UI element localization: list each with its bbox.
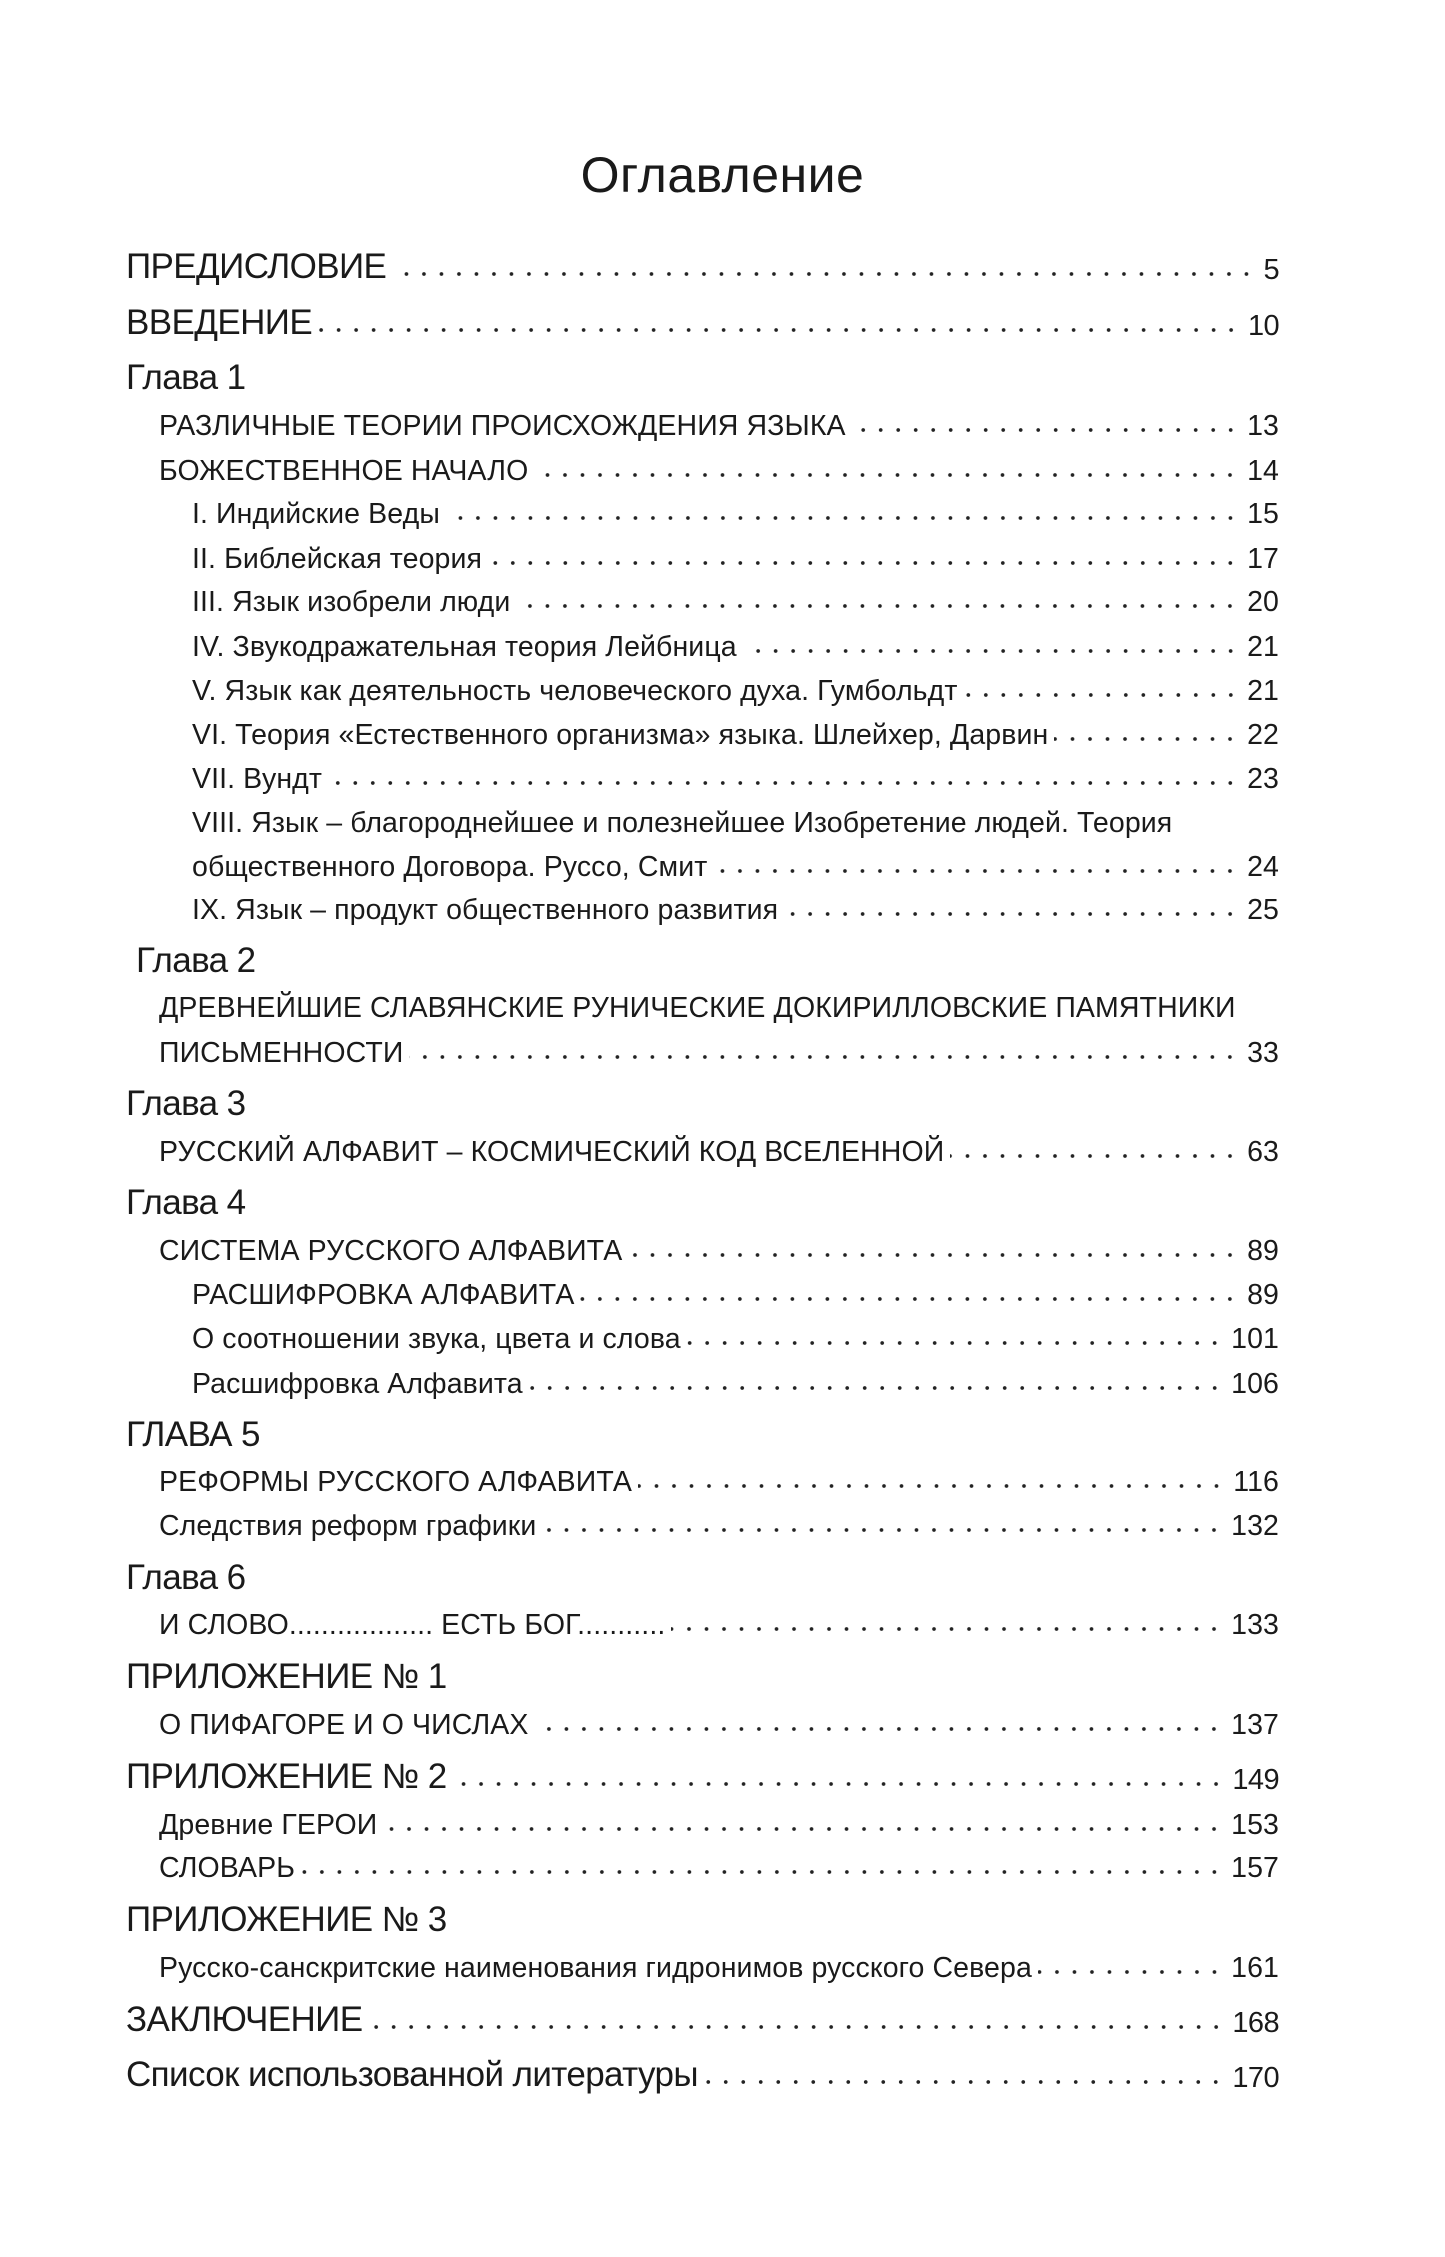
dot-leader [318, 325, 1240, 335]
toc-entry-label: ПРИЛОЖЕНИЕ № 2 [126, 1757, 447, 1796]
toc-entry [159, 399, 1279, 443]
toc-entry [192, 1357, 1279, 1401]
toc-page-number: 168 [1232, 2007, 1279, 2039]
toc-entry-label: ДРЕВНЕЙШИЕ СЛАВЯНСКИЕ РУНИЧЕСКИЕ ДОКИРИЛЛОВСКИЕ ПАМЯТНИКИ [159, 992, 1236, 1024]
toc-entry-label: ВВЕДЕНИЕ [126, 303, 313, 342]
dot-leader [580, 1294, 1239, 1304]
toc-page-number: 106 [1231, 1368, 1279, 1400]
dot-leader [638, 1481, 1225, 1491]
dot-leader [301, 1867, 1223, 1877]
toc-entry-label: I. Индийские Веды [192, 498, 440, 530]
chapter-heading [126, 1179, 1279, 1223]
toc-entry [192, 620, 1279, 664]
toc-entry [159, 1455, 1279, 1499]
toc-page-number: 15 [1247, 498, 1279, 530]
dot-leader [488, 558, 1239, 568]
dot-leader [687, 1338, 1223, 1348]
toc-entry-label: РЕФОРМЫ РУССКОГО АЛФАВИТА [159, 1466, 632, 1498]
toc-entry [159, 1698, 1279, 1742]
toc-page-number: 17 [1247, 543, 1279, 575]
toc-page-number: 116 [1233, 1466, 1279, 1498]
dot-leader [704, 2077, 1225, 2087]
toc-entry-label: Глава 3 [126, 1084, 246, 1123]
dot-leader [852, 425, 1239, 435]
toc-entry [192, 840, 1279, 884]
dot-leader [453, 1779, 1225, 1789]
toc-entry [192, 664, 1279, 708]
toc-entry [192, 883, 1279, 927]
dot-leader [628, 1250, 1239, 1260]
toc-page-number: 33 [1247, 1037, 1279, 1069]
dot-leader [383, 1824, 1223, 1834]
chapter-heading [126, 1896, 1279, 1940]
toc-entry [126, 299, 1279, 343]
toc-entry-label: ГЛАВА 5 [126, 1415, 260, 1454]
toc-entry-label: II. Библейская теория [192, 543, 483, 575]
toc-entry-label: Древние ГЕРОИ [159, 1809, 378, 1841]
chapter-heading [126, 354, 1279, 398]
toc-entry [159, 1125, 1279, 1169]
toc-entry-label: Глава 4 [126, 1183, 246, 1222]
toc-page-number: 23 [1247, 763, 1279, 795]
toc-entry [126, 243, 1279, 287]
toc-page-number: 24 [1247, 851, 1279, 883]
toc-entry-label: V. Язык как деятельность человеческого духа. Гумбольдт [192, 675, 958, 707]
toc-page-number: 137 [1231, 1709, 1279, 1741]
toc-entry [192, 708, 1279, 752]
dot-leader [542, 1525, 1223, 1535]
toc-entry [192, 1312, 1279, 1356]
dot-leader [369, 2022, 1225, 2032]
toc-page-number: 89 [1247, 1235, 1279, 1267]
toc-entry-label: ПРИЛОЖЕНИЕ № 3 [126, 1900, 447, 1939]
dot-leader [1038, 1967, 1223, 1977]
toc-entry [159, 1499, 1279, 1543]
toc-entry [159, 1841, 1279, 1885]
chapter-heading [126, 1080, 1279, 1124]
toc-entry [159, 1224, 1279, 1268]
toc-entry-label: РАСШИФРОВКА АЛФАВИТА [192, 1279, 575, 1311]
toc-entry-label: БОЖЕСТВЕННОЕ НАЧАЛО [159, 455, 529, 487]
toc-entry [159, 1026, 1279, 1070]
toc-entry-label: СИСТЕМА РУССКОГО АЛФАВИТА [159, 1235, 623, 1267]
toc-entry-label: Глава 6 [126, 1558, 246, 1597]
toc-entry-label: Глава 1 [126, 358, 246, 397]
toc-entry [159, 444, 1279, 488]
toc-page-number: 161 [1231, 1952, 1279, 1984]
toc-page-number: 153 [1231, 1809, 1279, 1841]
toc-page-number: 22 [1247, 719, 1279, 751]
dot-leader [713, 866, 1239, 876]
toc-entry-label: Следствия реформ графики [159, 1510, 537, 1542]
toc-page-number: 5 [1263, 254, 1279, 286]
toc-page-number: 13 [1247, 410, 1279, 442]
dot-leader [784, 909, 1239, 919]
dot-leader [446, 513, 1239, 523]
toc-page-number: 101 [1231, 1323, 1279, 1355]
toc-entry-label: Русско-санскритские наименования гидронимов русского Севера [159, 1952, 1032, 1984]
toc-entry-label: IV. Звукодражательная теория Лейбница [192, 631, 737, 663]
toc-entry-label: III. Язык изобрели люди [192, 586, 511, 618]
chapter-heading [136, 937, 1279, 981]
dot-leader [671, 1624, 1223, 1634]
toc-page-number: 10 [1247, 310, 1279, 342]
toc-page-number: 21 [1247, 675, 1279, 707]
dot-leader [534, 470, 1239, 480]
toc-page-number: 21 [1247, 631, 1279, 663]
toc-page-number: 63 [1247, 1136, 1279, 1168]
toc-entry-label: общественного Договора. Руссо, Смит [192, 851, 708, 883]
toc-page-number: 157 [1231, 1852, 1279, 1884]
toc-page-number: 20 [1247, 586, 1279, 618]
toc-entry [192, 532, 1279, 576]
toc-entry-label: РАЗЛИЧНЫЕ ТЕОРИИ ПРОИСХОЖДЕНИЯ ЯЗЫКА [159, 410, 846, 442]
toc-entry [126, 1996, 1279, 2040]
toc-page-number: 170 [1232, 2062, 1279, 2094]
toc-entry-label: ЗАКЛЮЧЕНИЕ [126, 2000, 363, 2039]
toc-entry-label: Список использованной литературы [126, 2055, 698, 2094]
toc-entry-label: Глава 2 [136, 941, 256, 980]
dot-leader [534, 1724, 1223, 1734]
toc-entry-label: VI. Теория «Естественного организма» языка. Шлейхер, Дарвин [192, 719, 1049, 751]
toc-entry-label: О соотношении звука, цвета и слова [192, 1323, 681, 1355]
toc-entry [159, 1798, 1279, 1842]
toc-entry-label: О ПИФАГОРЕ И О ЧИСЛАХ [159, 1709, 529, 1741]
dot-leader [1054, 734, 1239, 744]
dot-leader [529, 1383, 1223, 1393]
page-title: Оглавление [580, 147, 865, 203]
toc-entry-label: РУССКИЙ АЛФАВИТ – КОСМИЧЕСКИЙ КОД ВСЕЛЕННОЙ [159, 1136, 945, 1168]
dot-leader [964, 690, 1240, 700]
toc-entry-label: Расшифровка Алфавита [192, 1368, 523, 1400]
chapter-heading [126, 1411, 1279, 1455]
toc-entry-label: И СЛОВО.................. ЕСТЬ БОГ........... [159, 1609, 666, 1641]
toc-page-number: 14 [1247, 455, 1279, 487]
dot-leader [328, 778, 1239, 788]
toc-entry [192, 1268, 1279, 1312]
toc-page-number: 89 [1247, 1279, 1279, 1311]
toc-page-number: 133 [1231, 1609, 1279, 1641]
toc-entry-label: VIII. Язык – благороднейшее и полезнейшее Изобретение людей. Теория [192, 807, 1173, 839]
dot-leader [516, 601, 1239, 611]
toc-entry-label: ПРЕДИСЛОВИЕ [126, 247, 387, 286]
toc-entry-label: ПРИЛОЖЕНИЕ № 1 [126, 1657, 447, 1696]
toc-page-number: 149 [1232, 1764, 1279, 1796]
toc-entry-label: ПИСЬМЕННОСТИ [159, 1037, 404, 1069]
toc-page-number: 25 [1247, 894, 1279, 926]
toc-entry [126, 2051, 1279, 2095]
chapter-heading [126, 1653, 1279, 1697]
toc-entry-line [192, 796, 1295, 840]
chapter-heading [126, 1554, 1279, 1598]
toc-entry-line [159, 981, 1295, 1025]
toc-entry [159, 1598, 1279, 1642]
dot-leader [392, 269, 1255, 279]
toc-entry [126, 1753, 1279, 1797]
toc-entry [192, 752, 1279, 796]
dot-leader [950, 1151, 1239, 1161]
toc-entry-label: VII. Вундт [192, 763, 323, 795]
toc-entry [192, 575, 1279, 619]
toc-entry [159, 1941, 1279, 1985]
toc-page-number: 132 [1231, 1510, 1279, 1542]
dot-leader [743, 646, 1239, 656]
toc-entry [192, 487, 1279, 531]
dot-leader [409, 1052, 1239, 1062]
toc-entry-label: IX. Язык – продукт общественного развития [192, 894, 779, 926]
toc-entry-label: СЛОВАРЬ [159, 1852, 295, 1884]
